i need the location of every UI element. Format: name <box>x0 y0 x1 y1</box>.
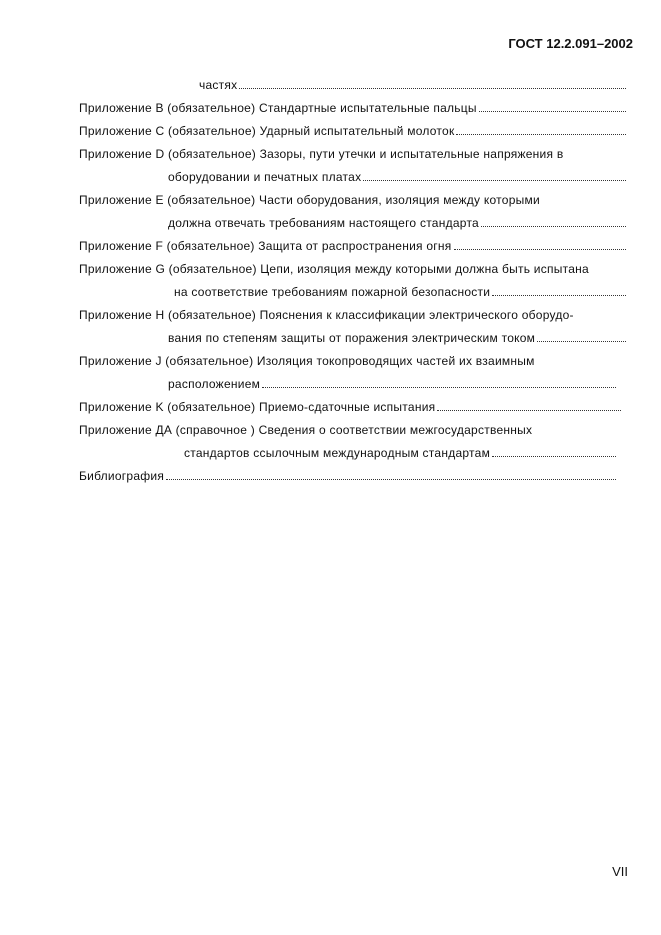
dot-leader <box>456 134 626 135</box>
toc-text: Приложение C (обязательное) Ударный испытательный молоток <box>79 124 455 138</box>
toc-line <box>79 467 616 483</box>
dot-leader <box>492 456 616 457</box>
dot-leader <box>239 88 626 89</box>
toc-line <box>79 260 589 276</box>
dot-leader <box>481 226 626 227</box>
toc-line <box>184 444 616 460</box>
toc-text: Библиография <box>79 469 165 483</box>
toc-line <box>79 352 535 368</box>
toc-text: Приложение H (обязательное) Пояснения к классификации электрического оборудо- <box>79 308 574 322</box>
toc-line <box>79 306 574 322</box>
toc-text: Приложение G (обязательное) Цепи, изоляция между которыми должна быть испытана <box>79 262 589 276</box>
toc-line <box>174 283 626 299</box>
dot-leader <box>454 249 626 250</box>
toc-text: Приложение F (обязательное) Защита от распространения огня <box>79 239 452 253</box>
toc-line <box>199 76 626 92</box>
toc-text: Приложение K (обязательное) Приемо-сдаточные испытания <box>79 400 436 414</box>
dot-leader <box>492 295 626 296</box>
dot-leader <box>437 410 621 411</box>
dot-leader <box>479 111 626 112</box>
toc-text: Приложение D (обязательное) Зазоры, пути утечки и испытательные напряжения в <box>79 147 564 161</box>
toc-line <box>79 421 532 437</box>
toc-line <box>168 214 626 230</box>
toc-line <box>79 145 563 161</box>
toc-line <box>168 375 616 391</box>
toc-line <box>168 329 626 345</box>
toc-line <box>79 237 626 253</box>
dot-leader <box>363 180 626 181</box>
toc-text: стандартов ссылочным международным стандартам <box>184 446 491 460</box>
toc-line <box>79 99 626 115</box>
toc-line <box>168 168 626 184</box>
toc-text: Приложение E (обязательное) Части оборудования, изоляция между которыми <box>79 193 540 207</box>
toc-text: Приложение J (обязательное) Изоляция токопроводящих частей их взаимным <box>79 354 535 368</box>
toc-text: вания по степеням защиты от поражения электрическим током <box>168 331 536 345</box>
page-number: VII <box>612 864 628 879</box>
toc-line <box>79 398 621 414</box>
dot-leader <box>262 387 616 388</box>
dot-leader <box>537 341 626 342</box>
toc-line <box>79 122 626 138</box>
toc-line <box>79 191 540 207</box>
toc-text: должна отвечать требованиям настоящего стандарта <box>168 216 479 230</box>
toc-text: оборудовании и печатных платах <box>168 170 362 184</box>
dot-leader <box>166 479 616 480</box>
toc-text: на соответствие требованиям пожарной безопасности <box>174 285 491 299</box>
document-header-id: ГОСТ 12.2.091–2002 <box>508 36 633 51</box>
toc-text: Приложение B (обязательное) Стандартные испытательные пальцы <box>79 101 477 115</box>
toc-text: расположением <box>168 377 261 391</box>
toc-text: Приложение ДА (справочное ) Сведения о соответствии межгосударственных <box>79 423 533 437</box>
toc-text: частях <box>199 78 238 92</box>
